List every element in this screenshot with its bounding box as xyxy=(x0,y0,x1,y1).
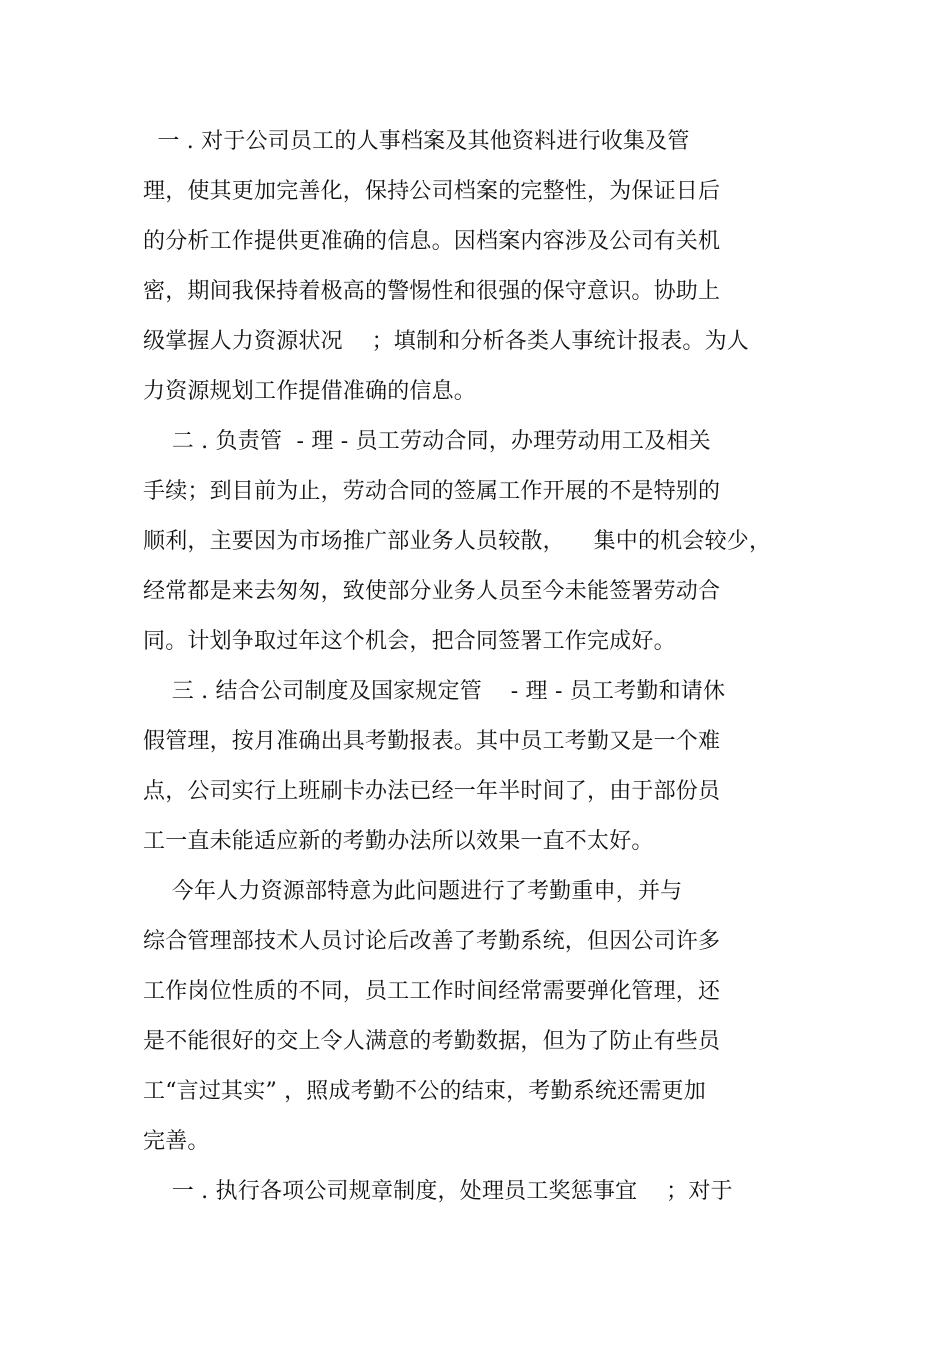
text-line: 同。计划争取过年这个机会，把合同签署工作完成好。 xyxy=(143,629,676,654)
text-line: 综合管理部技术人员讨论后改善了考勤系统，但因公司许多 xyxy=(143,929,721,954)
text-line: 顺利，主要因为市场推广部业务人员较散， 集中的机会较少， xyxy=(143,529,772,554)
text-line: 完善。 xyxy=(143,1129,210,1154)
text-line: 经常都是来去匆匆，致使部分业务人员至今未能签署劳动合 xyxy=(143,579,721,604)
text-line: 工“言过其实” ，照成考勤不公的结束，考勤系统还需更加 xyxy=(143,1079,706,1104)
text-line: 三 . 结合公司制度及国家规定管 - 理 - 员工考勤和请休 xyxy=(143,679,726,704)
text-line: 密，期间我保持着极高的警惕性和很强的保守意识。协助上 xyxy=(143,279,721,304)
text-line: 手续；到目前为止，劳动合同的签属工作开展的不是特别的 xyxy=(143,479,721,504)
text-line: 理，使其更加完善化，保持公司档案的完整性，为保证日后 xyxy=(143,179,721,204)
text-line: 一 . 对于公司员工的人事档案及其他资料进行收集及管 xyxy=(143,129,690,154)
text-line: 二 . 负责管 - 理 - 员工劳动合同，办理劳动用工及相关 xyxy=(143,429,711,454)
text-line: 工作岗位性质的不同，员工工作时间经常需要弹化管理，还 xyxy=(143,979,721,1004)
text-line: 级掌握人力资源状况 ；填制和分析各类人事统计报表。为人 xyxy=(143,329,749,354)
text-line: 是不能很好的交上令人满意的考勤数据，但为了防止有些员 xyxy=(143,1029,721,1054)
text-line: 工一直未能适应新的考勤办法所以效果一直不太好。 xyxy=(143,829,654,854)
text-line: 一 . 执行各项公司规章制度，处理员工奖惩事宜 ；对于 xyxy=(143,1179,733,1204)
text-line: 假管理，按月准确出具考勤报表。其中员工考勤又是一个难 xyxy=(143,729,721,754)
text-line: 今年人力资源部特意为此问题进行了考勤重申，并与 xyxy=(143,879,683,904)
text-line: 的分析工作提供更准确的信息。因档案内容涉及公司有关机 xyxy=(143,229,721,254)
text-line: 点，公司实行上班刷卡办法已经一年半时间了，由于部份员 xyxy=(143,779,721,804)
text-line: 力资源规划工作提借准确的信息。 xyxy=(143,379,477,404)
